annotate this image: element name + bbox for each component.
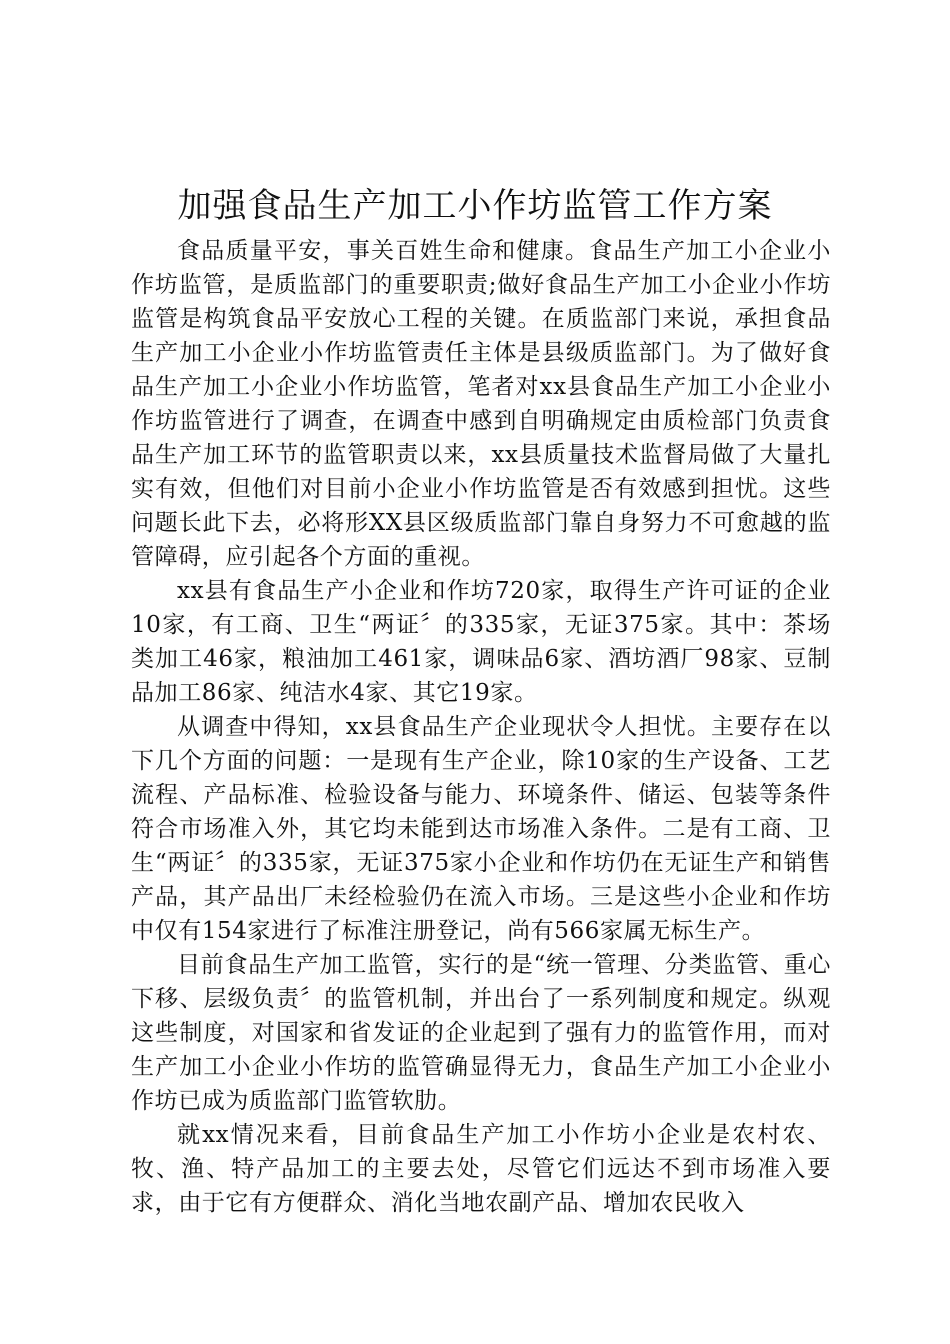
paragraph-2: xx县有食品生产小企业和作坊720家，取得生产许可证的企业10家，有工商、卫生“两证〞的335家，无证375家。其中：茶场类加工46家，粮油加工461家，调味品6家、酒坊酒厂98家、豆制品加工86家、纯洁水4家、其它19家。 [131,578,831,706]
document-title: 加强食品生产加工小作坊监管工作方案 [177,186,773,226]
paragraph-5: 就xx情况来看，目前食品生产加工小作坊小企业是农村农、牧、渔、特产品加工的主要去处，尽管它们远达不到市场准入要求，由于它有方便群众、消化当地农副产品、增加农民收入 [131,1122,831,1216]
document-body [131,234,831,1220]
paragraph-4: 目前食品生产加工监管，实行的是“统一管理、分类监管、重心下移、层级负责〞的监管机制，并出台了一系列制度和规定。纵观这些制度，对国家和省发证的企业起到了强有力的监管作用，而对生产加工小企业小作坊的监管确显得无力，食品生产加工小企业小作坊已成为质监部门监管软肋。 [131,952,831,1114]
paragraph-3: 从调查中得知，xx县食品生产企业现状令人担忧。主要存在以下几个方面的问题：一是现有生产企业，除10家的生产设备、工艺流程、产品标准、检验设备与能力、环境条件、储运、包装等条件符合市场准入外，其它均未能到达市场准入条件。二是有工商、卫生“两证〞的335家，无证375家小企业和作坊仍在无证生产和销售产品，其产品出厂未经检验仍在流入市场。三是这些小企业和作坊中仅有154家进行了标准注册登记，尚有566家属无标生产。 [131,714,831,944]
paragraph-1: 食品质量平安，事关百姓生命和健康。食品生产加工小企业小作坊监管，是质监部门的重要职责;做好食品生产加工小企业小作坊监管是构筑食品平安放心工程的关键。在质监部门来说，承担食品生产加工小企业小作坊监管责任主体是县级质监部门。为了做好食品生产加工小企业小作坊监管，笔者对xx县食品生产加工小企业小作坊监管进行了调查，在调查中感到自明确规定由质检部门负责食品生产加工环节的监管职责以来，xx县质量技术监督局做了大量扎实有效，但他们对目前小企业小作坊监管是否有效感到担忧。这些问题长此下去，必将形XX县区级质监部门靠自身努力不可愈越的监管障碍，应引起各个方面的重视。 [131,238,831,570]
